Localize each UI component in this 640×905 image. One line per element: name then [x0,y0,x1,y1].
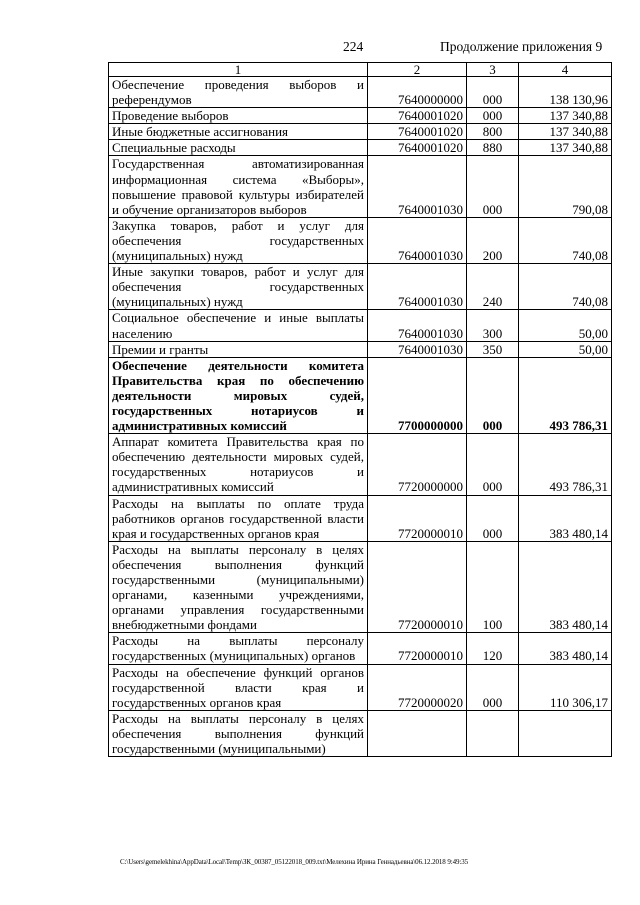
page-number: 224 [343,39,364,54]
col-header-2: 2 [368,63,467,77]
row-type: 200 [467,217,519,263]
table-row [109,310,612,341]
row-type: 240 [467,264,519,310]
row-code: 7720000010 [368,633,467,664]
table-row [109,633,612,664]
continuation-label: Продолжение приложения 9 [440,39,603,54]
row-code: 7640001030 [368,156,467,217]
table-row [109,264,612,310]
row-code: 7640001020 [368,108,467,124]
row-code: 7720000010 [368,495,467,541]
row-type: 100 [467,541,519,633]
table-row [109,664,612,710]
table-body [109,77,612,757]
row-type: 000 [467,357,519,433]
table-row [109,124,612,140]
row-name: Специальные расходы [109,140,368,156]
row-name: Обеспечение проведения выборов и референдумов [109,77,368,108]
row-amount: 383 480,14 [519,633,612,664]
row-code: 7640001020 [368,124,467,140]
row-code: 7720000010 [368,541,467,633]
table-row [109,434,612,495]
row-amount: 383 480,14 [519,541,612,633]
row-type: 000 [467,156,519,217]
row-code: 7640001030 [368,341,467,357]
row-type: 000 [467,108,519,124]
row-amount: 110 306,17 [519,664,612,710]
table-header-row [109,63,612,77]
row-type: 800 [467,124,519,140]
row-amount: 740,08 [519,264,612,310]
row-amount: 137 340,88 [519,124,612,140]
table-row [109,156,612,217]
row-name: Расходы на выплаты персоналу государственных (муниципальных) органов [109,633,368,664]
row-name: Расходы на выплаты по оплате труда работников органов государственной власти края и государственных органов края [109,495,368,541]
row-amount: 137 340,88 [519,140,612,156]
row-type: 350 [467,341,519,357]
row-amount: 383 480,14 [519,495,612,541]
row-name: Расходы на обеспечение функций органов государственной власти края и государственных органов края [109,664,368,710]
row-amount: 740,08 [519,217,612,263]
row-name: Проведение выборов [109,108,368,124]
row-amount: 50,00 [519,341,612,357]
row-name: Премии и гранты [109,341,368,357]
row-name: Иные бюджетные ассигнования [109,124,368,140]
row-type: 000 [467,495,519,541]
col-header-3: 3 [467,63,519,77]
row-name: Социальное обеспечение и иные выплаты населению [109,310,368,341]
col-header-4: 4 [519,63,612,77]
table-row [109,217,612,263]
row-amount: 493 786,31 [519,357,612,433]
row-name: Аппарат комитета Правительства края по обеспечению деятельности мировых судей, государственных нотариусов и административных комиссий [109,434,368,495]
table-row [109,495,612,541]
row-name: Государственная автоматизированная информационная система «Выборы», повышение правовой культуры избирателей и обучение организаторов выборов [109,156,368,217]
row-amount: 493 786,31 [519,434,612,495]
row-code: 7700000000 [368,357,467,433]
table-row [109,710,612,756]
table-row [109,541,612,633]
row-code: 7640001030 [368,264,467,310]
row-code: 7640001030 [368,310,467,341]
row-name: Расходы на выплаты персоналу в целях обеспечения выполнения функций государственными (муниципальными) органами, казенными учреждениями, органами управления государственными внебюджетными фондами [109,541,368,633]
row-amount: 790,08 [519,156,612,217]
file-path-footer: C:\Users\gemelekhina\AppData\Local\Temp\ЗК_00387_05122018_009.txt\Мелехина Ирина Геннадьевна\06.12.2018 9:49:35 [120,858,469,866]
row-type: 000 [467,77,519,108]
row-type: 000 [467,664,519,710]
row-type: 120 [467,633,519,664]
row-amount: 137 340,88 [519,108,612,124]
row-name: Обеспечение деятельности комитета Правительства края по обеспечению деятельности мировых судей, государственных нотариусов и административных комиссий [109,357,368,433]
row-type: 300 [467,310,519,341]
row-amount [519,710,612,756]
row-code: 7640001030 [368,217,467,263]
table-row [109,108,612,124]
col-header-1: 1 [109,63,368,77]
budget-table [108,62,612,757]
row-name: Закупка товаров, работ и услуг для обеспечения государственных (муниципальных) нужд [109,217,368,263]
row-amount: 50,00 [519,310,612,341]
table-row [109,140,612,156]
row-type: 880 [467,140,519,156]
table-row [109,341,612,357]
row-code: 7640000000 [368,77,467,108]
row-name: Иные закупки товаров, работ и услуг для обеспечения государственных (муниципальных) нужд [109,264,368,310]
table-row [109,357,612,433]
table-row [109,77,612,108]
row-type [467,710,519,756]
row-type: 000 [467,434,519,495]
row-code: 7720000020 [368,664,467,710]
row-code: 7640001020 [368,140,467,156]
row-code: 7720000000 [368,434,467,495]
row-amount: 138 130,96 [519,77,612,108]
row-code [368,710,467,756]
row-name: Расходы на выплаты персоналу в целях обеспечения выполнения функций государственными (муниципальными) [109,710,368,756]
